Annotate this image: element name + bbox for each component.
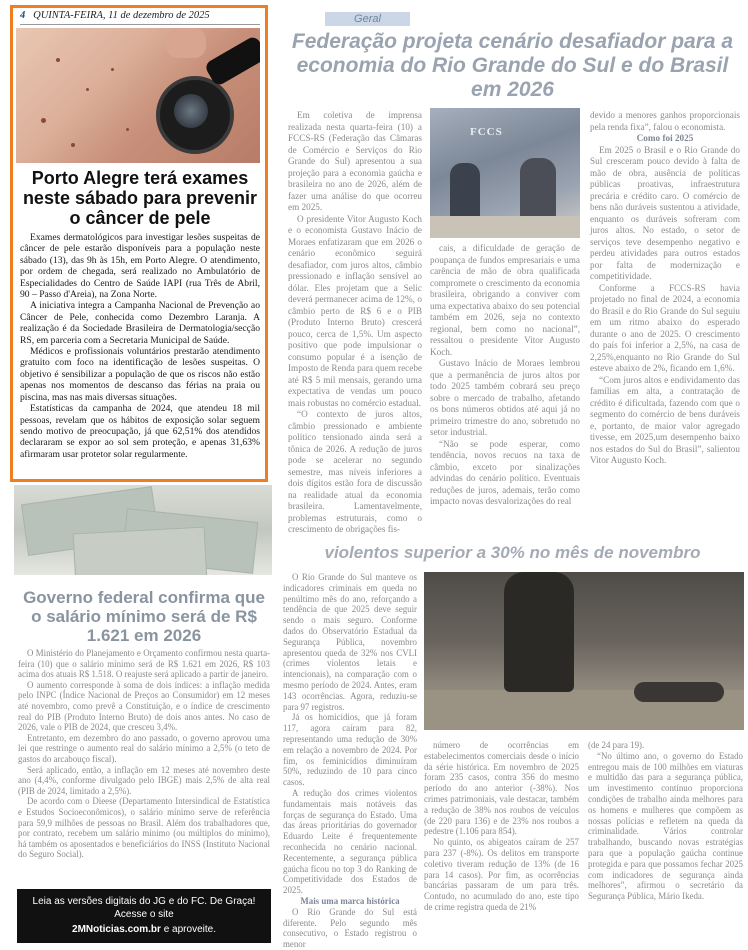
paragraph: O presidente Vitor Augusto Koch e o economista Gustavo Inácio de Moraes enfatizaram que em 2026 o cenário econômico seguirá desafiador, com juros altos, câmbio pressionado e inflação sensível ao dólar. Eles projetam que a Selic deverá permanecer acima de 12%, o câmbio perto de R$ 6 e o PIB (Produto Interno Bruto) crescerá pouco, cerca de 1,5%. Um aspecto positivo que pode impulsionar o consumo popular é a isenção de Imposto de Renda para quem recebe até R$ 5 mil mensais, gerando uma expectativa de vendas um pouco mais robustas no comércio estadual.	[288, 213, 422, 408]
subheading: Mais uma marca histórica	[300, 895, 400, 906]
section-tab: Geral	[325, 12, 410, 26]
paragraph: Será aplicado, então, a inflação em 12 meses até novembro deste ano (4,4%, conforme divulgado pelo IBGE) mais 2,5% de alta real (PIB de 2024, limitado a 2,5%).	[18, 764, 270, 796]
paragraph: O Rio Grande do Sul está diferente. Pelo segundo mês consecutivo, o Estado registrou o menor	[283, 906, 417, 950]
banner-line-1: Leia as versões digitais do JG e do FC. De Graça!	[32, 896, 256, 907]
violence-col-1	[283, 572, 417, 950]
paragraph: Conforme a FCCS-RS havia projetado no final de 2024, a economia do Brasil e do Rio Grande do Sul seguiu em um ritmo abaixo do esperado durante o ano de 2025. O crescimento do país foi inferior a 2,5%, na casa de 2,25%,enquanto no Rio Grande do Sul esteve abaixo de 2%, ficando em 1,6%.	[590, 282, 740, 373]
paragraph: O Ministério do Planejamento e Orçamento confirmou nesta quarta-feira (10) que o salário mínimo será de R$ 1.621 em 2026, R$ 103 acima dos atuais R$ 1.518. O reajuste será aplicado a partir de janeiro.	[18, 648, 270, 680]
page-header	[20, 10, 260, 25]
paragraph: “Não se pode esperar, como tendência, novos recuos na taxa de câmbio, exceto por sinalizações advindas do cenário político. Eventuais reduções de juros, ademais, terão como impacto novas desvalorizações do real	[430, 438, 580, 506]
violence-article-title[interactable]: violentos superior a 30% no mês de novembro	[324, 543, 701, 562]
paragraph: devido a menores ganhos proporcionais pela renda fixa”, falou o economista.	[590, 110, 740, 132]
paragraph: Estatísticas da campanha de 2024, que atendeu 18 mil pessoas, revelam que os hábitos de exposição solar seguem sendo motivo de preocupação, já que 62,51% dos atendidos declararam se expor ao sol sem proteção, e apenas 31,63% afirmaram usar protetor solar regularmente.	[20, 403, 260, 460]
paragraph: Gustavo Inácio de Moraes lembrou que a permanência de juros altos por todo 2025 também cobrará seu preço sobre o mercado de trabalho, afetando os bons números obtidos até aqui já no primeiro trimestre do ano, sobretudo no setor industrial.	[430, 358, 580, 437]
federation-col-2	[430, 243, 580, 508]
paragraph: Médicos e profissionais voluntários prestarão atendimento gratuito com foco na identificação de lesões suspeitas. O objetivo é sensibilizar a população de que os riscos não estão apenas nos momentos de descanso das férias na praia ou piscina, mas nas mais diversas situações.	[20, 346, 260, 403]
crime-scene-photo	[424, 572, 744, 730]
photo-sign-text: FCCS	[470, 126, 503, 138]
paragraph: Em coletiva de imprensa realizada nesta quarta-feira (10) a FCCS-RS (Federação das Câmaras de Comércio e Serviços do Rio Grande do Sul) apresentou a sua projeção para a economia gaúcha e brasileira no ano de 2026, além de fazer uma análise do que ocorreu em 2025.	[288, 110, 422, 212]
paragraph: “No último ano, o governo do Estado entregou mais de 100 milhões em viaturas e multidão das para a segurança pública, um investimento contínuo proporciona condições de trabalho ainda melhores para os homens e mulheres que compõem as nossas polícias e refletem na queda da criminalidade. Vários controlar trabalhando, buscando novas estratégias para que a população gaúcha continue protegida e para que possamos fechar 2025 com indicadores de segurança ainda melhores”, afirmou o secretário da Segurança Pública, Mário Ikeda.	[588, 750, 743, 902]
paragraph: “O contexto de juros altos, câmbio pressionado e ambiente político tensionado ainda será a tônica de 2026. A redução de juros pode se acelerar no segundo semestre, mas níveis inferiores a dois dígitos estão fora de discussão na realidade atual da economia brasileira. Lamentavelmente, problemas estruturais, como o crescimento de obrigações fis-	[288, 409, 422, 534]
paragraph: Em 2025 o Brasil e o Rio Grande do Sul cresceram pouco devido à falta de mão de obra, ausência de políticas públicas proativas, infraestrutura precária e crédito caro. O comércio de bens não duráveis sustentou a atividade, enquanto os duráveis sofreram com juros altos. No estado, o setor de serviços teve desempenho negativo e perdeu atividades para outros estados por falta de modernização e competitividade.	[590, 144, 740, 281]
paragraph: (de 24 para 19).	[588, 740, 645, 750]
paragraph: De acordo com o Dieese (Departamento Intersindical de Estatística e Estudos Socioeconômicos), o salário mínimo serve de referência para 59,9 milhões de pessoas no Brasil. Além dos trabalhadores que, por contrato, recebem um salário mínimo (ou múltiplos do mínimo), há também os aposentados e beneficiários do INSS (Instituto Nacional do Seguro Social).	[18, 796, 270, 860]
page-date: QUINTA-FEIRA, 11 de dezembro de 2025	[33, 10, 210, 21]
paragraph: Já os homicídios, que já foram 117, agora caíram para 82, representando uma redução de 30% em relação a novembro de 2024. Por fim, os feminicídios diminuíram 50%, reduzindo de 10 para cinco casos.	[283, 712, 417, 788]
violence-col-3	[588, 740, 743, 902]
paragraph: número de ocorrências em estabelecimentos comerciais desde o início da série histórica. Em novembro de 2025 foram 235 casos, contra 356 do mesmo período do ano anterior (-38%). Nos crimes patrimoniais, vale destacar, também a redução de 38% nos roubos de veículos (de 220 para 136) e de 23% nos roubos a pedestre (1.106 para 854).	[424, 740, 579, 837]
banknotes-photo	[14, 485, 272, 575]
subheading: Como foi 2025	[636, 133, 694, 143]
banner-cta: e aproveite.	[163, 924, 216, 935]
digital-edition-banner[interactable]	[17, 889, 271, 943]
banner-line-2: Acesse o site	[114, 909, 174, 920]
paragraph: A redução dos crimes violentos fundamentais mais notáveis das forças de segurança do Estado. Uma das áreas prioritárias do governador Eduardo Leite é frequentemente reconhecida no cenário nacional. Recentemente, a segurança pública gaúcha ficou no top 3 do Ranking de Competitividade dos Estados de 2025.	[283, 787, 417, 896]
violence-col-2	[424, 740, 579, 913]
federation-col-3	[590, 110, 740, 467]
highlight-article-body	[20, 232, 260, 460]
banner-site-link[interactable]: 2MNoticias.com.br	[72, 924, 161, 935]
federation-col-1	[288, 110, 422, 536]
page-number: 4	[20, 10, 26, 21]
paragraph: O aumento corresponde à soma de dois índices: a inflação medida pelo INPC (Índice Nacional de Preços ao Consumidor) em 12 meses até novembro, como prevê a Constituição, e o índice de crescimento real do PIB (Produto Interno Bruto) de dois anos antes. No caso de 2026, vale o PIB de 2024, que cresceu 3,4%.	[18, 679, 270, 733]
federation-press-photo	[430, 108, 580, 238]
skin-exam-photo	[16, 28, 260, 163]
paragraph: Entretanto, em dezembro do ano passado, o governo aprovou uma lei que restringe o aumento real do salário mínimo a 2,5% (o teto de gastos do arcabouço fiscal).	[18, 732, 270, 764]
paragraph: cais, a dificuldade de geração de poupança de fundos empresariais e uma carência de mão de obra qualificada compromete o crescimento da economia brasileira, obrigando a conviver com uma expectativa abaixo do seu potencial também em 2026, seja no contexto regional, bem como no nacional”, ressaltou o presidente Vitor Augusto Koch.	[430, 243, 580, 357]
paragraph: No quinto, os abigeatos caíram de 257 para 237 (-8%). Os delitos em transporte coletivo tiveram redução de 13% (de 16 para 14 casos). Por fim, as ocorrências bancárias passaram de um para três. Contudo, no acumulado do ano, este tipo de crime registra queda de 21%	[424, 837, 579, 912]
federation-article-title[interactable]: Federação projeta cenário desafiador para a economia do Rio Grande do Sul e do Brasil em 2026	[291, 30, 734, 101]
paragraph: “Com juros altos e endividamento das famílias em alta, a contratação de crédito é dificultada, fazendo com que o segmento do comércio de bens duráveis e, portanto, de maior valor agregado tivesse, em 2025,um desempenho baixo nos estados do Sul do Brasil”, salientou Vitor Augusto Koch.	[590, 374, 740, 465]
salary-article-body	[18, 648, 270, 860]
salary-article-title[interactable]: Governo federal confirma que o salário mínimo será de R$ 1.621 em 2026	[23, 588, 265, 645]
paragraph: A iniciativa integra a Campanha Nacional de Prevenção ao Câncer de Pele, conhecida como Dezembro Laranja. A realização é da Sociedade Brasileira de Dermatologia/secção RS, em parceria com a Secretaria Municipal de Saúde.	[20, 300, 260, 346]
paragraph: Exames dermatológicos para investigar lesões suspeitas de câncer de pele estarão disponíveis para a população neste sábado (13), das 9h às 15h, em Porto Alegre. O atendimento, por ordem de chegada, será realizado no Ambulatório de Especialidades do Centro de Saúde IAPI (rua Três de Abril, 90 – Passo d'Areia), na Zona Norte.	[20, 232, 260, 301]
paragraph: O Rio Grande do Sul manteve os indicadores criminais em queda no penúltimo mês do ano, reforçando a tendência de que 2025 deve seguir sendo o mais seguro. Conforme dados do Observatório Estadual da Segurança Pública, novembro apresentou queda de 32% nos CVLI (crimes violentos letais e intencionais), na comparação com o mesmo período de 2024. Antes, eram 143 ocorrências. Agora, reduziu-se para 97 registros.	[283, 572, 417, 712]
highlight-article-title[interactable]: Porto Alegre terá exames neste sábado para prevenir o câncer de pele	[22, 168, 258, 228]
